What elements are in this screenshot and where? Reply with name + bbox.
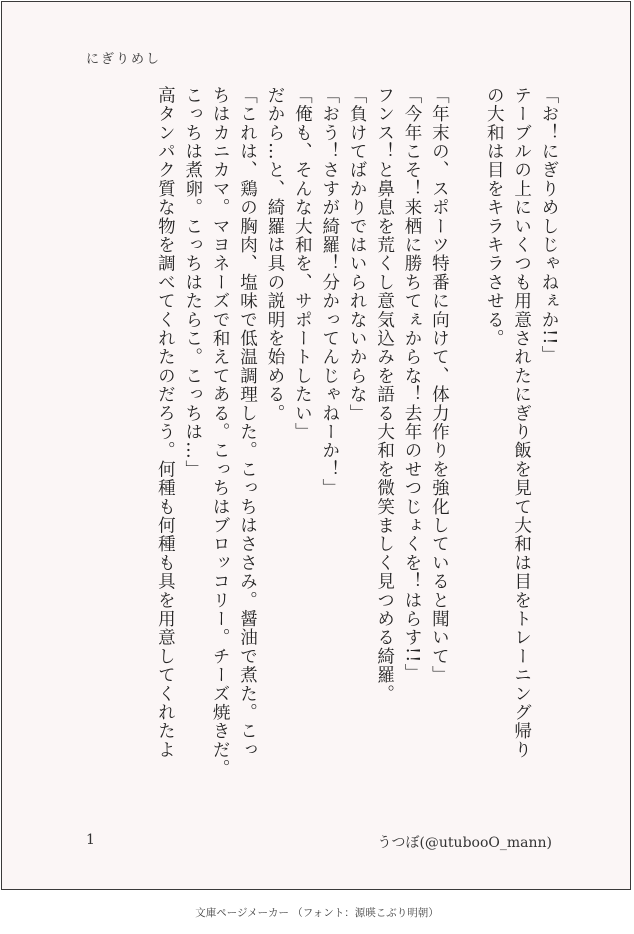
text-line: 高タンパク質な物を調べてくれたのだろう。何種も何種も具を用意してくれたよ <box>155 86 176 760</box>
text-line: 「負けてばかりではいられないからな」 <box>347 86 368 423</box>
text-line: 「お！にぎりめしじゃねぇか!!」 <box>539 86 559 365</box>
vertical-body-text <box>70 86 562 806</box>
text-line: 「おう！さすが綺羅！分かってんじゃねーか！」 <box>319 86 340 498</box>
manuscript-page <box>1 1 631 890</box>
blank-line <box>452 86 479 806</box>
story-title: にぎりめし <box>86 52 162 67</box>
text-line: の大和は目をキラキラさせる。 <box>484 86 505 348</box>
text-line: だから…と、綺羅は具の説明を始める。 <box>264 86 285 423</box>
text-line: ちはカニカマ。マヨネーズで和えてある。こっちはブロッコリー。チーズ焼きだ。 <box>210 86 231 778</box>
text-line: 「年末の、スポーツ特番に向けて、体力作りを強化していると聞いて」 <box>429 86 450 685</box>
author-credit: うつぼ(@utubooO_mann) <box>377 835 552 851</box>
generator-caption: 文庫ページメーカー （フォント：源暎こぶり明朝） <box>195 907 439 919</box>
text-line: テーブルの上にいくつも用意されたにぎり飯を見て大和は目をトレーニング帰り <box>511 86 532 760</box>
text-line: フンス！と鼻息を荒くし意気込みを語る大和を微笑ましく見つめる綺羅。 <box>374 86 395 704</box>
text-line: 「今年こそ！来栖に勝ちてぇからな！去年のせつじょくを！はらす!!」 <box>401 86 422 683</box>
text-line: 「これは、鶏の胸肉、塩味で低温調理した。こっちはささみ。醤油で煮た。こっ <box>237 86 258 760</box>
text-line: こっちは煮卵。こっちはたらこ。こっちは…」 <box>182 86 203 479</box>
text-line: 「俺も、そんな大和を、サポートしたい」 <box>292 86 313 442</box>
page-number: 1 <box>86 832 95 848</box>
